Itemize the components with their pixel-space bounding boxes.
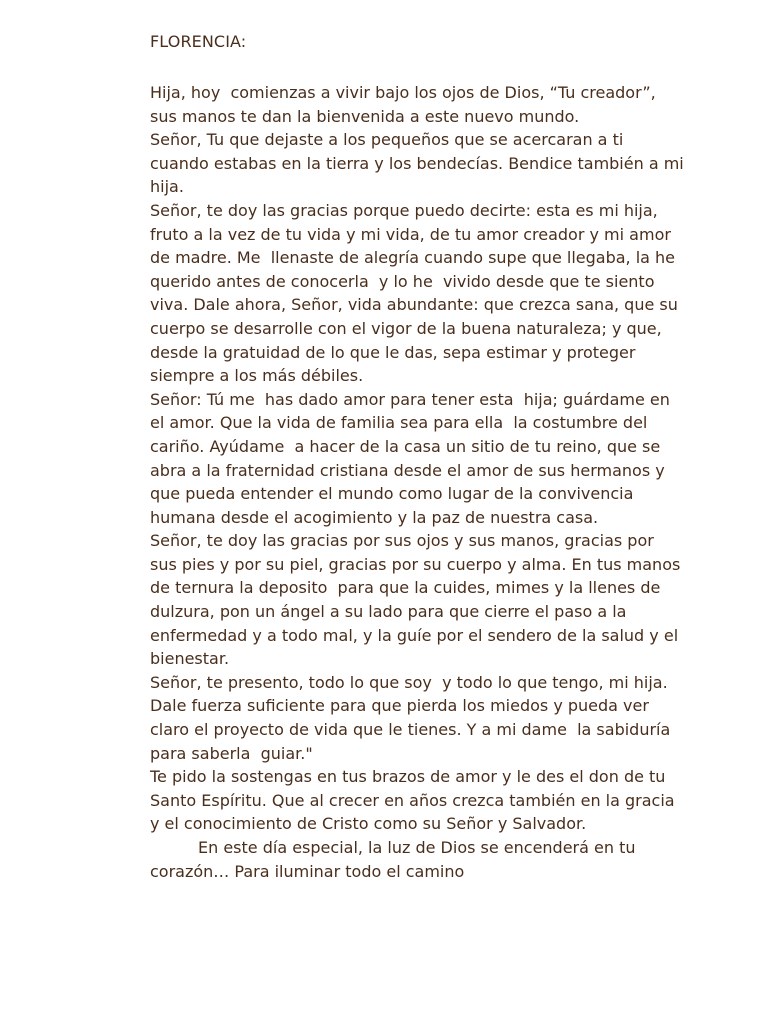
text-line: de madre. Me llenaste de alegría cuando supe que llegaba, la he (150, 248, 676, 268)
text-line: el amor. Que la vida de familia sea para ella la costumbre del (150, 413, 648, 433)
text-line: Señor, te presento, todo lo que soy y todo lo que tengo, mi hija. (150, 672, 668, 692)
document-body (150, 81, 750, 883)
text-line: enfermedad y a todo mal, y la guíe por el sendero de la salud y el (150, 625, 679, 645)
text-line: Señor, te doy las gracias por sus ojos y sus manos, gracias por (150, 531, 654, 551)
text-line: querido antes de conocerla y lo he vivido desde que te siento (150, 271, 655, 291)
text-line: que pueda entender el mundo como lugar de la convivencia (150, 484, 634, 504)
text-line: Dale fuerza suficiente para que pierda los miedos y pueda ver (150, 696, 649, 716)
text-line: cariño. Ayúdame a hacer de la casa un sitio de tu reino, que se (150, 436, 661, 456)
text-line: desde la gratuidad de lo que le das, sepa estimar y proteger (150, 342, 636, 362)
text-line: cuando estabas en la tierra y los bendecías. Bendice también a mi (150, 153, 684, 173)
text-line: Señor, te doy las gracias porque puedo decirte: esta es mi hija, (150, 200, 658, 220)
text-line: Señor: Tú me has dado amor para tener esta hija; guárdame en (150, 389, 670, 409)
text-line: claro el proyecto de vida que le tienes. Y a mi dame la sabiduría (150, 720, 671, 740)
text-line: y el conocimiento de Cristo como su Señor y Salvador. (150, 814, 587, 834)
text-line: fruto a la vez de tu vida y mi vida, de tu amor creador y mi amor (150, 224, 671, 244)
text-line: de ternura la deposito para que la cuides, mimes y la llenes de (150, 578, 661, 598)
text-line: Hija, hoy comienzas a vivir bajo los ojos de Dios, “Tu creador”, (150, 83, 656, 102)
text-line: Señor, Tu que dejaste a los pequeños que se acercaran a ti (150, 130, 624, 150)
text-line: humana desde el acogimiento y la paz de nuestra casa. (150, 507, 599, 527)
text-line: siempre a los más débiles. (150, 366, 364, 386)
text-line: bienestar. (150, 649, 230, 669)
text-line: En este día especial, la luz de Dios se encenderá en tu (198, 838, 636, 857)
document-title: FLORENCIA: (150, 32, 247, 51)
text-line: para saberla guiar." (150, 743, 313, 763)
text-line: corazón… Para iluminar todo el camino (150, 861, 465, 881)
text-line: sus pies y por su piel, gracias por su cuerpo y alma. En tus manos (150, 554, 681, 574)
text-line: viva. Dale ahora, Señor, vida abundante: que crezca sana, que su (150, 295, 678, 315)
text-line: dulzura, pon un ángel a su lado para que cierre el paso a la (150, 602, 627, 622)
text-line: cuerpo se desarrolle con el vigor de la buena naturaleza; y que, (150, 318, 662, 338)
text-line: sus manos te dan la bienvenida a este nuevo mundo. (150, 106, 580, 126)
text-line: hija. (150, 177, 184, 197)
text-line: Te pido la sostengas en tus brazos de amor y le des el don de tu (150, 767, 666, 787)
text-line: Santo Espíritu. Que al crecer en años crezca también en la gracia (150, 790, 675, 810)
text-line: abra a la fraternidad cristiana desde el amor de sus hermanos y (150, 460, 665, 480)
